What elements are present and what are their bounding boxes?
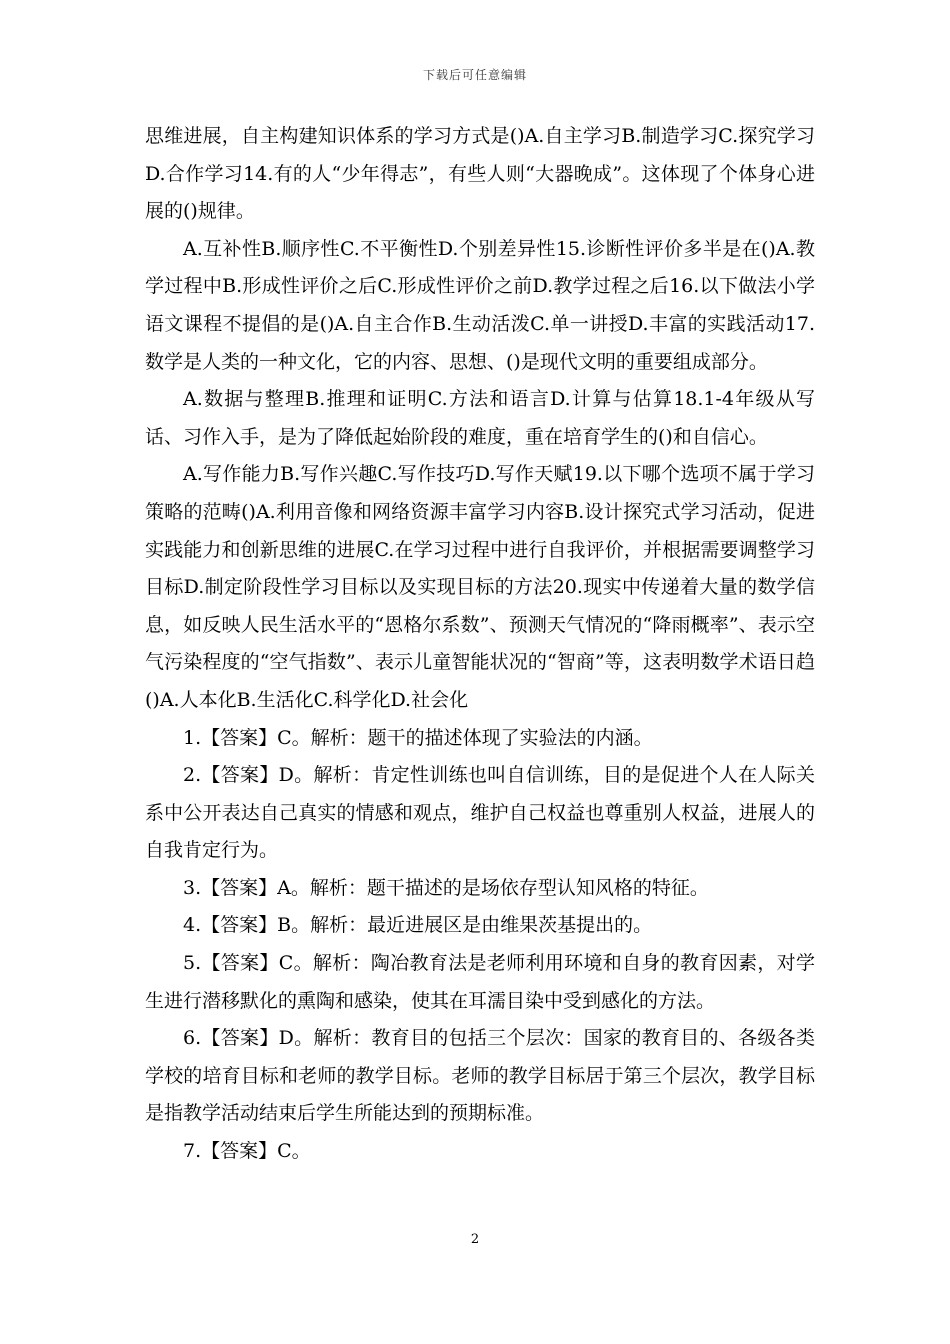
document-body [145,118,815,1171]
answer-2: 2.【答案】D。解析：肯定性训练也叫自信训练，目的是促进个人在人际关系中公开表达自己真实的情感和观点，维护自己权益也尊重别人权益，进展人的自我肯定行为。 [145,764,815,862]
page-header: 下载后可任意编辑 [422,68,527,82]
page-number: 2 [470,1232,480,1247]
answer-1: 1.【答案】C。解析：题干的描述体现了实验法的内涵。 [183,726,653,749]
paragraph-questions-18-20: A.写作能力B.写作兴趣C.写作技巧D.写作天赋19.以下哪个选项不属于学习策略的范畴()A.利用音像和网络资源丰富学习内容B.设计探究式学习活动，促进实践能力和创新思维的进展C.在学习过程中进行自我评价，并根据需要调整学习目标D.制定阶段性学习目标以及实现目标的方法20.现实中传递着大量的数学信息，如反映人民生活水平的“恩格尔系数”、预测天气情况的“降雨概率”、表示空气污染程度的“空气指数”、表示儿童智能状况的“智商”等，这表明数学术语日趋()A.人本化B.生活化C.科学化D.社会化 [145,463,815,711]
answer-7: 7.【答案】C。 [183,1140,311,1163]
paragraph-questions-13-14: 思维进展，自主构建知识体系的学习方式是()A.自主学习B.制造学习C.探究学习D.合作学习14.有的人“少年得志”，有些人则“大器晚成”。这体现了个体身心进展的()规律。 [145,125,815,223]
paragraph-questions-17-18: A.数据与整理B.推理和证明C.方法和语言D.计算与估算18.1-4年级从写话、习作入手，是为了降低起始阶段的难度，重在培育学生的()和自信心。 [145,388,815,448]
paragraph-questions-14-17: A.互补性B.顺序性C.不平衡性D.个别差异性15.诊断性评价多半是在()A.教学过程中B.形成性评价之后C.形成性评价之前D.教学过程之后16.以下做法小学语文课程不提倡的是()A.自主合作B.生动活泼C.单一讲授D.丰富的实践活动17.数学是人类的一种文化，它的内容、思想、()是现代文明的重要组成部分。 [145,237,815,373]
answer-4: 4.【答案】B。解析：最近进展区是由维果茨基提出的。 [183,914,653,937]
answer-3: 3.【答案】A。解析：题干描述的是场依存型认知风格的特征。 [183,876,709,899]
answer-6: 6.【答案】D。解析：教育目的包括三个层次：国家的教育目的、各级各类学校的培育目标和老师的教学目标。老师的教学目标居于第三个层次，教学目标是指教学活动结束后学生所能达到的预期标准。 [145,1027,815,1125]
answer-5: 5.【答案】C。解析：陶冶教育法是老师利用环境和自身的教育因素，对学生进行潜移默化的熏陶和感染，使其在耳濡目染中受到感化的方法。 [145,952,815,1012]
